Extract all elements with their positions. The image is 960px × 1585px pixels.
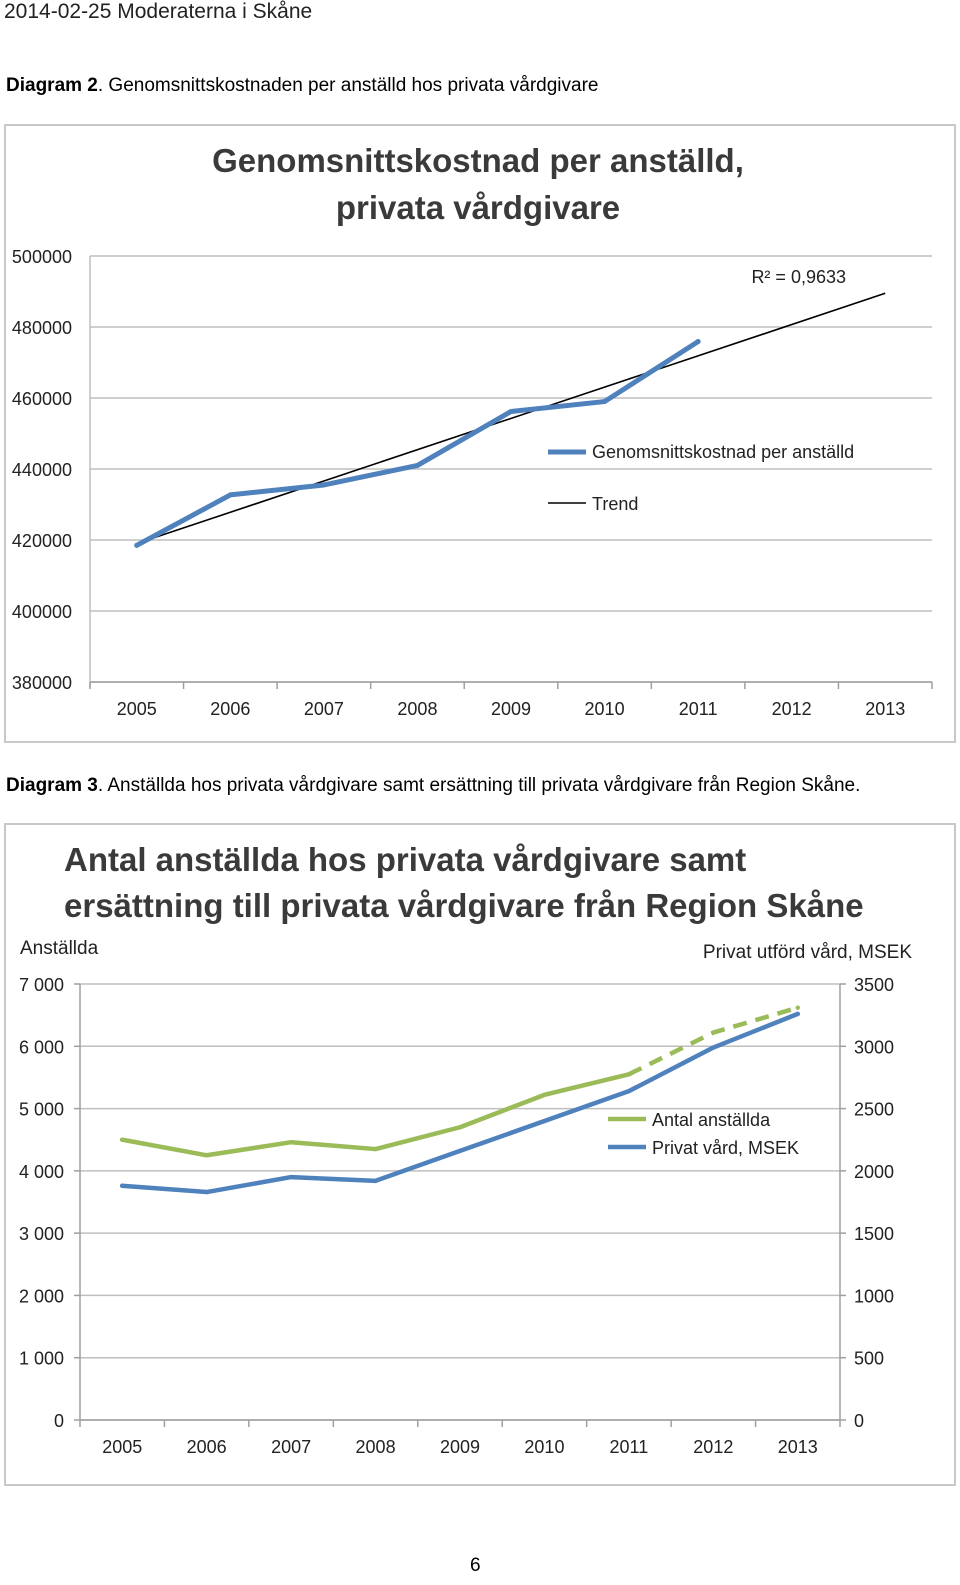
x-tick-label: 2006: [210, 699, 251, 719]
data-point: [458, 1125, 462, 1129]
data-point: [509, 409, 514, 414]
left-y-tick-label: 7 000: [18, 975, 64, 995]
x-tick-label: 2007: [271, 1437, 312, 1457]
y-tick-label: 380000: [11, 673, 72, 693]
right-y-tick-label: 3500: [854, 975, 895, 995]
x-tick-label: 2012: [693, 1437, 734, 1457]
data-point: [289, 1175, 293, 1179]
data-point: [120, 1138, 124, 1142]
left-y-tick-label: 2 000: [18, 1286, 64, 1307]
left-y-tick-label: 1 000: [18, 1348, 64, 1369]
legend-label-average-cost: Genomsnittskostnad per anställd: [592, 442, 855, 462]
right-y-tick-label: 0: [854, 1411, 865, 1431]
right-y-tick-label: 1000: [854, 1286, 895, 1307]
y-tick-label: 420000: [11, 531, 72, 551]
right-y-tick-label: 500: [854, 1348, 885, 1369]
chart-average-cost-svg: [6, 126, 958, 745]
data-point: [542, 1119, 546, 1123]
y-tick-label: 480000: [11, 318, 72, 338]
data-point: [289, 1140, 293, 1144]
data-point: [458, 1149, 462, 1153]
right-axis-title: Privat utförd vård, MSEK: [702, 942, 912, 963]
left-y-tick-label: 0: [53, 1411, 64, 1431]
data-point: [228, 492, 233, 497]
data-point: [796, 1012, 800, 1016]
chart-average-cost: [4, 124, 956, 743]
x-tick-label: 2005: [102, 1437, 143, 1457]
x-tick-label: 2009: [490, 699, 532, 719]
diagram-2-label: Diagram 2: [6, 75, 98, 96]
data-point: [321, 482, 326, 487]
right-y-tick-label: 2000: [854, 1161, 895, 1182]
x-tick-label: 2011: [678, 699, 718, 719]
data-point: [134, 543, 139, 548]
data-point: [711, 1030, 715, 1034]
x-tick-label: 2012: [771, 699, 812, 719]
series-line-employees: [122, 1074, 629, 1155]
right-y-tick-label: 2500: [854, 1099, 895, 1120]
diagram-3-caption: [6, 775, 860, 797]
legend-label-employees: Antal anställda: [652, 1110, 771, 1130]
data-point: [602, 399, 607, 404]
data-point: [204, 1153, 208, 1157]
y-tick-label: 400000: [11, 602, 72, 622]
data-point: [627, 1089, 631, 1093]
page-header: 2014-02-25 Moderaterna i Skåne: [4, 0, 313, 23]
x-tick-label: 2013: [777, 1437, 818, 1457]
chart-employees-compensation-svg: [6, 825, 958, 1488]
data-point: [696, 339, 701, 344]
x-tick-label: 2007: [303, 699, 344, 719]
left-y-tick-label: 5 000: [18, 1099, 64, 1120]
x-tick-label: 2013: [865, 699, 906, 719]
x-tick-label: 2008: [397, 699, 438, 719]
y-tick-label: 440000: [11, 460, 72, 480]
data-point: [796, 1005, 800, 1009]
data-point: [627, 1072, 631, 1076]
data-point: [711, 1045, 715, 1049]
data-point: [542, 1093, 546, 1097]
left-axis-title: Anställda: [20, 938, 99, 959]
legend-label-private-care: Privat vård, MSEK: [652, 1138, 800, 1158]
page-number: 6: [470, 1555, 481, 1576]
legend-label-trend: Trend: [592, 494, 639, 514]
chart-employees-compensation: [4, 823, 956, 1486]
data-point: [373, 1179, 377, 1183]
x-tick-label: 2008: [355, 1437, 396, 1457]
diagram-2-caption-text: . Genomsnittskostnaden per anställd hos privata vårdgivare: [97, 75, 599, 96]
left-y-tick-label: 3 000: [18, 1224, 64, 1245]
r-squared-label: R² = 0,9633: [751, 267, 846, 287]
diagram-3-label: Diagram 3: [6, 775, 98, 796]
data-point: [373, 1147, 377, 1151]
x-tick-label: 2010: [524, 1437, 565, 1457]
chart-title-line: Genomsnittskostnad per anställd,: [212, 142, 744, 179]
data-point: [415, 463, 420, 468]
data-point: [204, 1190, 208, 1194]
right-y-tick-label: 3000: [854, 1037, 895, 1058]
data-point: [120, 1184, 124, 1188]
trend-line: [137, 293, 885, 543]
left-y-tick-label: 4 000: [18, 1161, 64, 1182]
x-tick-label: 2005: [116, 699, 157, 719]
diagram-3-caption-text: . Anställda hos privata vårdgivare samt ersättning till privata vårdgivare från Region Skåne.: [97, 775, 861, 796]
x-tick-label: 2011: [609, 1437, 649, 1457]
chart-title-line: Antal anställda hos privata vårdgivare samt: [64, 841, 747, 878]
x-tick-label: 2006: [186, 1437, 227, 1457]
chart-title-line: privata vårdgivare: [335, 189, 621, 226]
y-tick-label: 460000: [11, 389, 72, 409]
left-y-tick-label: 6 000: [18, 1037, 64, 1058]
x-tick-label: 2010: [584, 699, 625, 719]
diagram-2-caption: [6, 75, 598, 97]
right-y-tick-label: 1500: [854, 1224, 895, 1245]
chart-title-line: ersättning till privata vårdgivare från Region Skåne: [64, 887, 864, 924]
y-tick-label: 500000: [11, 247, 72, 267]
x-tick-label: 2009: [439, 1437, 481, 1457]
series-line-employees-dashed: [629, 1008, 798, 1075]
